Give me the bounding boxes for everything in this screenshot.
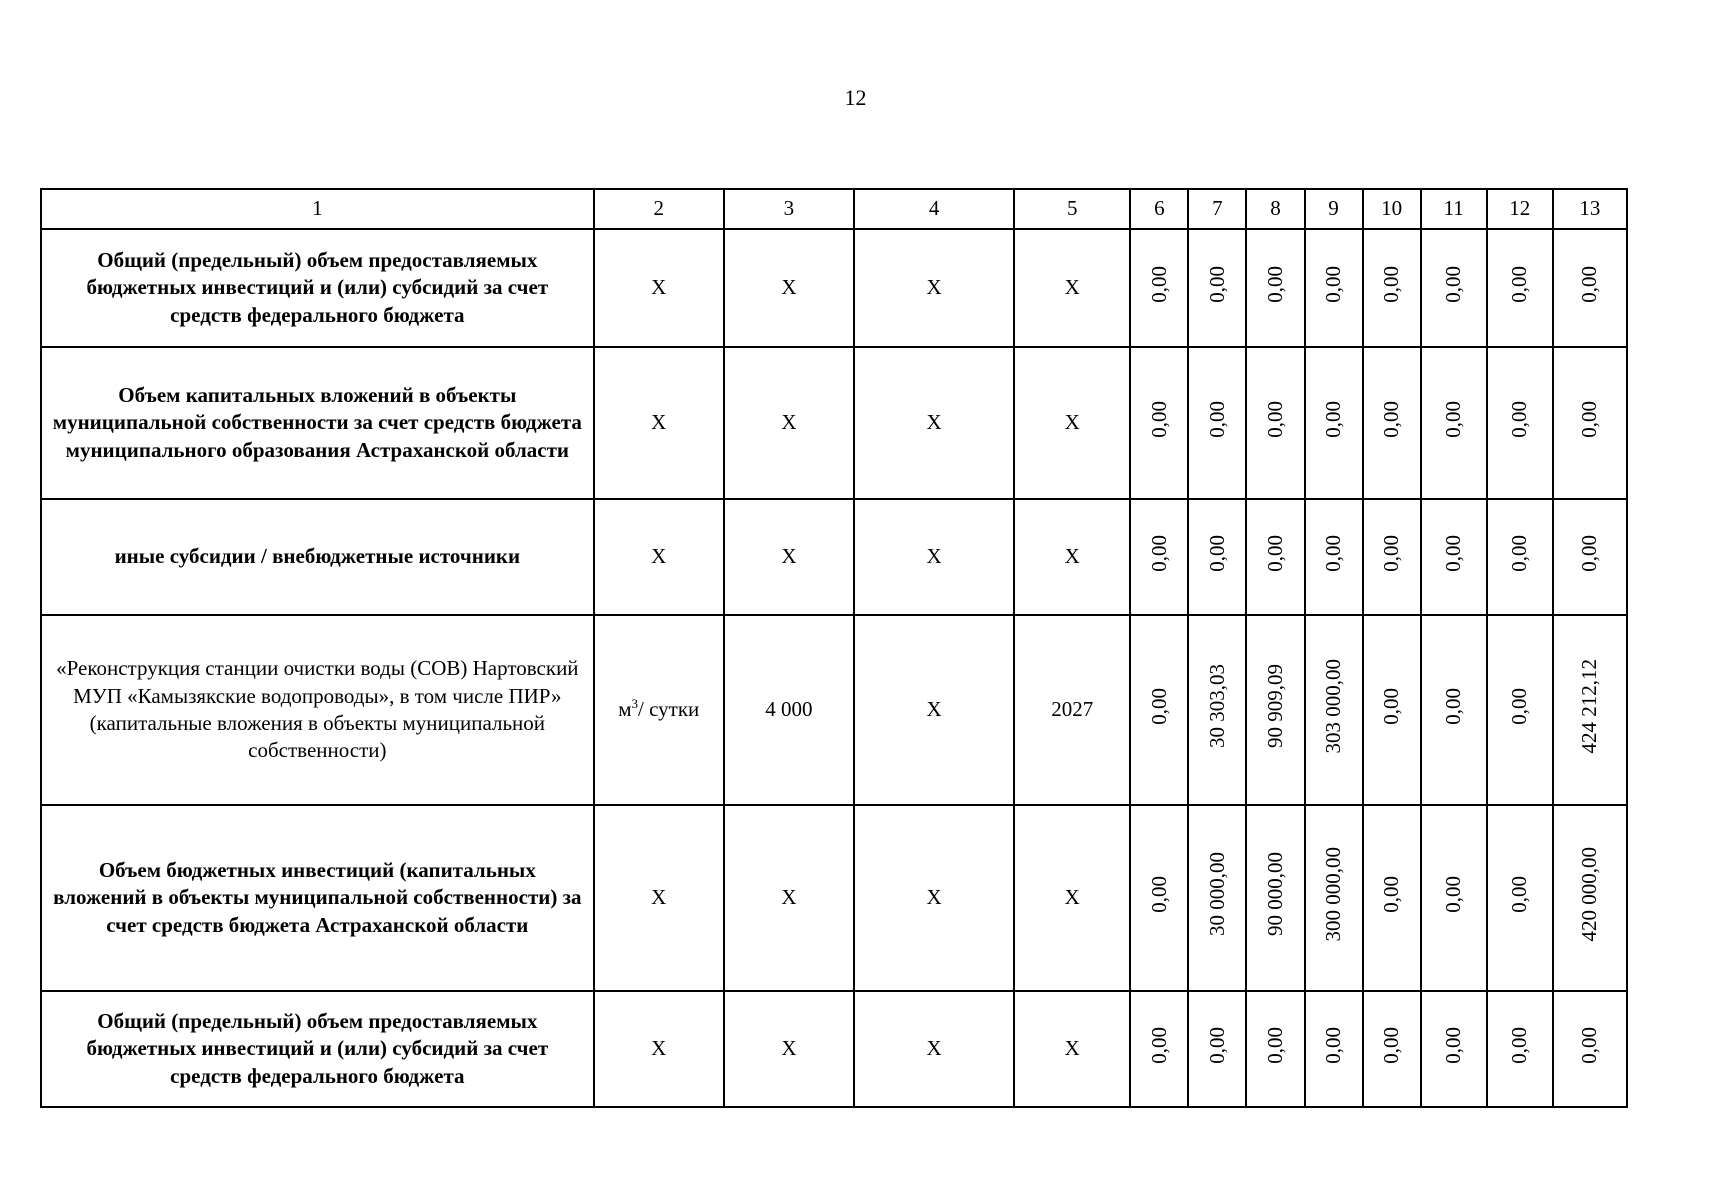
value-text: 90 909,09: [1262, 664, 1287, 749]
value-cell: [1188, 347, 1246, 499]
value-text: 0,00: [1262, 265, 1287, 303]
value-text: 0,00: [1378, 875, 1403, 913]
unit-text: м: [618, 697, 632, 722]
value-cell: [1487, 991, 1553, 1107]
value-text: 0,00: [1262, 400, 1287, 438]
value-cell: [1188, 615, 1246, 805]
value-text: 0,00: [1146, 400, 1171, 438]
capacity-cell: X: [724, 347, 854, 499]
value-text: 303 000,00: [1320, 659, 1345, 754]
col4-cell: X: [854, 805, 1014, 991]
value-cell: [1487, 229, 1553, 347]
value-text: 0,00: [1378, 400, 1403, 438]
row-description: Общий (предельный) объем предоставляемых бюджетных инвестиций и (или) субсидий за счет средств федерального бюджета: [41, 229, 594, 347]
value-cell: [1188, 805, 1246, 991]
value-text: 30 303,03: [1204, 664, 1229, 749]
value-text: 0,00: [1204, 1026, 1229, 1064]
value-text: 0,00: [1577, 400, 1602, 438]
header-cell: 11: [1421, 189, 1487, 229]
value-cell: [1130, 615, 1188, 805]
value-text: 0,00: [1204, 534, 1229, 572]
year-cell: X: [1014, 347, 1130, 499]
value-text: 0,00: [1507, 1026, 1532, 1064]
value-cell: [1421, 499, 1487, 615]
value-cell: [1246, 347, 1304, 499]
unit-cell: [594, 615, 724, 805]
value-text: 424 212,12: [1577, 659, 1602, 754]
value-cell: [1553, 347, 1627, 499]
table-row: [41, 229, 1627, 347]
capacity-cell: 4 000: [724, 615, 854, 805]
page-number: 12: [844, 85, 867, 110]
unit-cell: X: [594, 805, 724, 991]
value-text: 0,00: [1441, 400, 1466, 438]
value-cell: [1553, 991, 1627, 1107]
table-row: [41, 347, 1627, 499]
unit-cell: X: [594, 499, 724, 615]
year-cell: X: [1014, 991, 1130, 1107]
header-cell: 1: [41, 189, 594, 229]
value-cell: [1363, 805, 1421, 991]
value-text: 0,00: [1378, 1026, 1403, 1064]
value-cell: [1421, 229, 1487, 347]
value-cell: [1421, 991, 1487, 1107]
capacity-cell: X: [724, 499, 854, 615]
year-cell: X: [1014, 805, 1130, 991]
table-row: [41, 991, 1627, 1107]
value-text: 0,00: [1507, 400, 1532, 438]
value-cell: [1188, 991, 1246, 1107]
header-cell: 12: [1487, 189, 1553, 229]
value-cell: [1553, 615, 1627, 805]
value-cell: [1130, 347, 1188, 499]
header-cell: 6: [1130, 189, 1188, 229]
value-cell: [1553, 229, 1627, 347]
value-cell: [1421, 615, 1487, 805]
value-cell: [1246, 991, 1304, 1107]
unit-superscript: 3: [631, 696, 639, 712]
capacity-cell: X: [724, 229, 854, 347]
value-cell: [1487, 347, 1553, 499]
unit-text-rest: / сутки: [638, 697, 700, 722]
value-cell: [1553, 499, 1627, 615]
table-row: [41, 805, 1627, 991]
value-cell: [1130, 499, 1188, 615]
value-text: 0,00: [1146, 875, 1171, 913]
value-cell: [1130, 229, 1188, 347]
header-cell: 8: [1246, 189, 1304, 229]
value-cell: [1363, 991, 1421, 1107]
row-description: Объем капитальных вложений в объекты муниципальной собственности за счет средств бюджета муниципального образования Астраханской области: [41, 347, 594, 499]
value-cell: [1246, 229, 1304, 347]
value-cell: [1188, 499, 1246, 615]
value-cell: [1487, 615, 1553, 805]
unit-cell: X: [594, 347, 724, 499]
value-cell: [1421, 347, 1487, 499]
value-cell: [1363, 347, 1421, 499]
value-cell: [1305, 229, 1363, 347]
value-text: 0,00: [1146, 687, 1171, 725]
unit-cell: X: [594, 991, 724, 1107]
header-cell: 10: [1363, 189, 1421, 229]
header-cell: 4: [854, 189, 1014, 229]
value-cell: [1363, 615, 1421, 805]
col4-cell: X: [854, 229, 1014, 347]
value-text: 420 000,00: [1577, 847, 1602, 942]
capacity-cell: X: [724, 805, 854, 991]
unit-cell: X: [594, 229, 724, 347]
value-text: 0,00: [1320, 265, 1345, 303]
value-text: 0,00: [1577, 1026, 1602, 1064]
value-text: 300 000,00: [1320, 847, 1345, 942]
value-cell: [1305, 499, 1363, 615]
value-text: 0,00: [1320, 534, 1345, 572]
value-text: 0,00: [1577, 534, 1602, 572]
header-row: [41, 189, 1627, 229]
value-cell: [1305, 805, 1363, 991]
value-cell: [1130, 805, 1188, 991]
value-cell: [1363, 229, 1421, 347]
value-text: 0,00: [1146, 534, 1171, 572]
value-cell: [1188, 229, 1246, 347]
value-text: 0,00: [1507, 875, 1532, 913]
value-cell: [1553, 805, 1627, 991]
value-cell: [1487, 805, 1553, 991]
value-text: 0,00: [1441, 265, 1466, 303]
value-text: 0,00: [1262, 534, 1287, 572]
header-cell: 3: [724, 189, 854, 229]
value-text: 0,00: [1146, 1026, 1171, 1064]
col4-cell: X: [854, 499, 1014, 615]
budget-table: [40, 188, 1628, 1108]
value-text: 0,00: [1441, 1026, 1466, 1064]
value-text: 30 000,00: [1204, 852, 1229, 937]
header-cell: 9: [1305, 189, 1363, 229]
capacity-cell: X: [724, 991, 854, 1107]
row-description: Объем бюджетных инвестиций (капитальных вложений в объекты муниципальной собственности) за счет средств бюджета Астраханской области: [41, 805, 594, 991]
value-text: 90 000,00: [1262, 852, 1287, 937]
value-cell: [1305, 991, 1363, 1107]
row-description: Общий (предельный) объем предоставляемых бюджетных инвестиций и (или) субсидий за счет средств федерального бюджета: [41, 991, 594, 1107]
year-cell: X: [1014, 229, 1130, 347]
value-cell: [1246, 805, 1304, 991]
table-row: [41, 499, 1627, 615]
value-text: 0,00: [1378, 687, 1403, 725]
value-text: 0,00: [1441, 875, 1466, 913]
value-text: 0,00: [1320, 1026, 1345, 1064]
value-cell: [1487, 499, 1553, 615]
year-cell: 2027: [1014, 615, 1130, 805]
year-cell: X: [1014, 499, 1130, 615]
value-cell: [1246, 615, 1304, 805]
value-text: 0,00: [1577, 265, 1602, 303]
value-cell: [1246, 499, 1304, 615]
value-cell: [1305, 347, 1363, 499]
table-row: [41, 615, 1627, 805]
value-text: 0,00: [1441, 534, 1466, 572]
value-cell: [1421, 805, 1487, 991]
col4-cell: X: [854, 991, 1014, 1107]
value-text: 0,00: [1378, 265, 1403, 303]
row-description: «Реконструкция станции очистки воды (СОВ) Нартовский МУП «Камызякские водопроводы», в том числе ПИР» (капитальные вложения в объекты муниципальной собственности): [41, 615, 594, 805]
header-cell: 2: [594, 189, 724, 229]
col4-cell: X: [854, 347, 1014, 499]
header-cell: 13: [1553, 189, 1627, 229]
value-text: 0,00: [1507, 687, 1532, 725]
value-cell: [1363, 499, 1421, 615]
header-cell: 7: [1188, 189, 1246, 229]
value-text: 0,00: [1441, 687, 1466, 725]
value-text: 0,00: [1204, 400, 1229, 438]
value-cell: [1305, 615, 1363, 805]
value-text: 0,00: [1204, 265, 1229, 303]
value-cell: [1130, 991, 1188, 1107]
value-text: 0,00: [1378, 534, 1403, 572]
row-description: иные субсидии / внебюджетные источники: [41, 499, 594, 615]
value-text: 0,00: [1262, 1026, 1287, 1064]
header-cell: 5: [1014, 189, 1130, 229]
value-text: 0,00: [1146, 265, 1171, 303]
value-text: 0,00: [1507, 534, 1532, 572]
value-text: 0,00: [1320, 400, 1345, 438]
value-text: 0,00: [1507, 265, 1532, 303]
col4-cell: X: [854, 615, 1014, 805]
